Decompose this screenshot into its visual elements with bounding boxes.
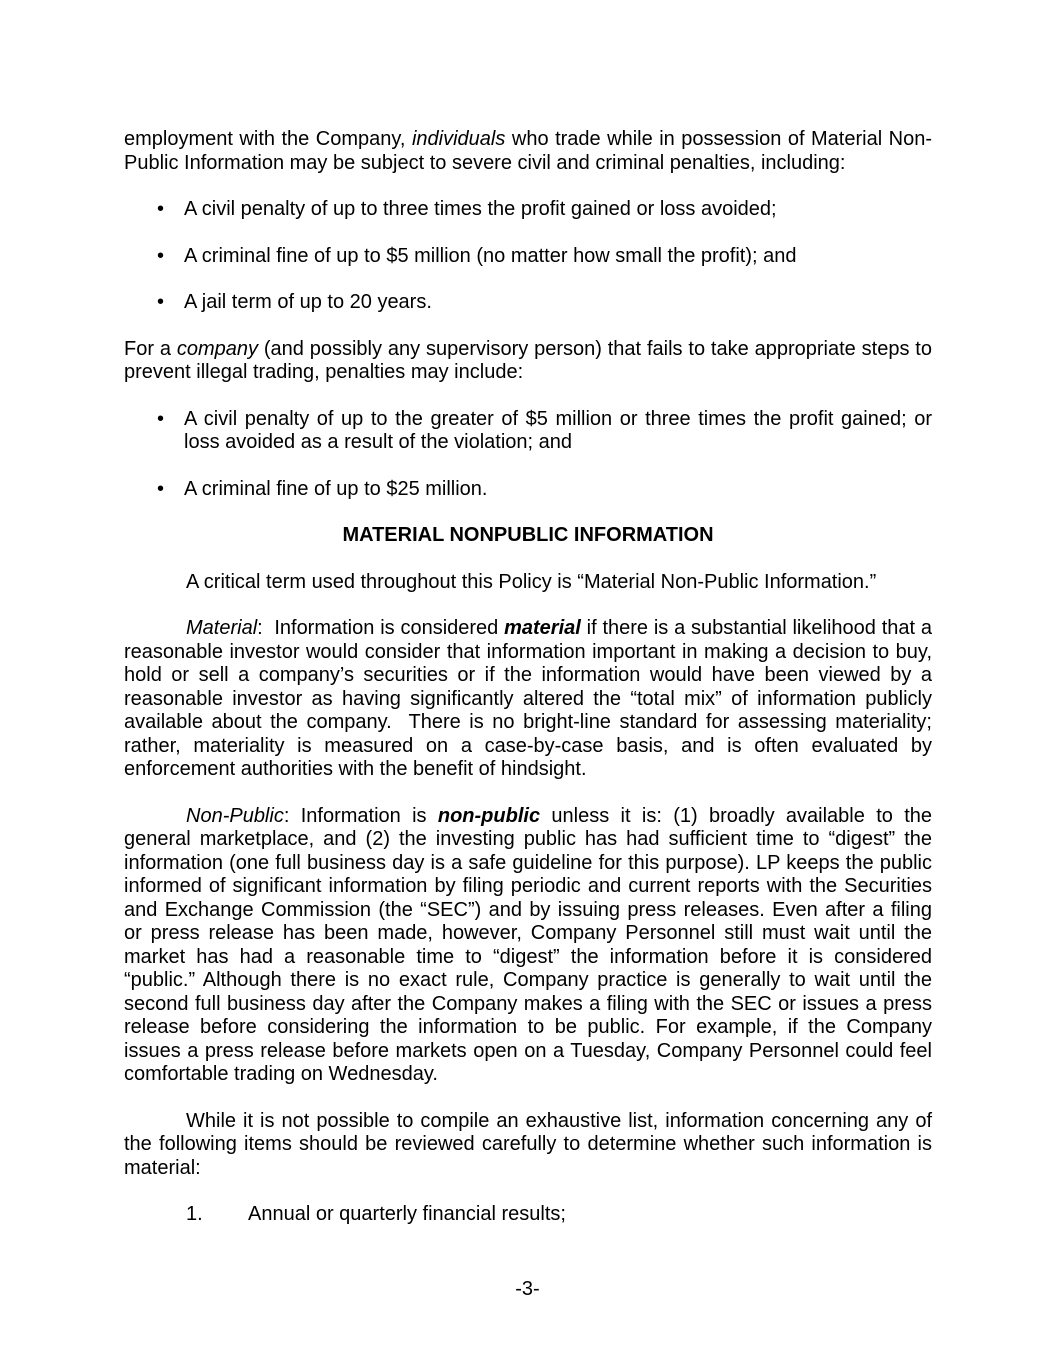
bullet-item [124,478,932,502]
bullet-item [124,245,932,269]
text-segment: Non-Public [186,804,284,827]
paragraph [124,1110,932,1181]
paragraph [124,128,932,175]
paragraph [124,617,932,782]
bullet-item [124,198,932,222]
text-segment: unless it is: (1) broadly available to the general marketplace, and (2) the investing public has had sufficient time to “digest” the information (one full business day is a safe guideline for this purpose). LP keeps the public informed of significant information by filing periodic and current reports with the Securities and Exchange Commission (the “SEC”) and by issuing press releases. Even after a filing or press release has been made, however, Company Personnel still must wait until the market has had a reasonable time to “digest” the information before it is considered “public.” Although there is no exact rule, Company practice is generally to wait until the second full business day after the Company makes a filing with the SEC or issues a press release before considering the information to be public. For example, if the Company issues a press release before markets open on a Tuesday, Company Personnel could feel comfortable trading on Wednesday. [124,804,933,1085]
document-content [124,128,932,1227]
text-segment: A civil penalty of up to the greater of $5 million or three times the profit gained; or loss avoided as a result of the violation; and [184,407,932,453]
bullet-icon: • [157,198,165,220]
text-segment: who trade while in possession of Material Non-Public Information may be subject to severe civil and criminal penalties, including: [124,128,933,174]
bullet-icon: • [157,244,165,267]
bullet-item [124,408,932,455]
text-segment: For a [124,337,177,360]
text-segment: if there is a substantial likelihood that a reasonable investor would consider that information important in making a decision to buy, hold or sell a company’s securities or if the information would have been viewed by a reasonable investor as having significantly altered the “total mix” of information publicly available about the company. There is no bright-line standard for assessing materiality; rather, materiality is measured on a case-by-case basis, and is often evaluated by enforcement authorities with the benefit of hindsight. [124,617,932,780]
text-segment: A critical term used throughout this Policy is “Material Non-Public Information.” [186,570,877,593]
text-segment: non-public [437,804,541,827]
paragraph [124,571,932,595]
section-heading: MATERIAL NONPUBLIC INFORMATION [342,524,714,546]
bullet-icon: • [157,291,165,313]
text-segment: Material [186,617,258,639]
paragraph [124,805,932,1087]
text-segment: individuals [411,128,506,150]
page-number: -3- [515,1278,540,1300]
text-segment: While it is not possible to compile an exhaustive list, information concerning any of the following items should be reviewed carefully to determine whether such information is material: [124,1109,932,1179]
text-segment: : Information is [283,804,438,827]
text-segment: A civil penalty of up to three times the profit gained or loss avoided; [184,198,777,220]
text-segment: material [504,617,581,639]
bullet-icon: • [157,477,165,500]
numbered-item [124,1203,932,1227]
text-segment: employment with the Company, [124,128,412,150]
list-number: 1. [186,1203,203,1225]
text-segment: Annual or quarterly financial results; [248,1203,566,1225]
bullet-item [124,291,932,315]
text-segment: company [176,337,258,360]
paragraph [124,338,932,385]
text-segment: : Information is considered [257,617,505,639]
bullet-icon: • [157,407,165,430]
text-segment: A criminal fine of up to $5 million (no matter how small the profit); and [184,244,797,267]
text-segment: (and possibly any supervisory person) that fails to take appropriate steps to prevent illegal trading, penalties may include: [124,337,932,383]
text-segment: A criminal fine of up to $25 million. [184,477,488,500]
text-segment: A jail term of up to 20 years. [184,291,432,313]
